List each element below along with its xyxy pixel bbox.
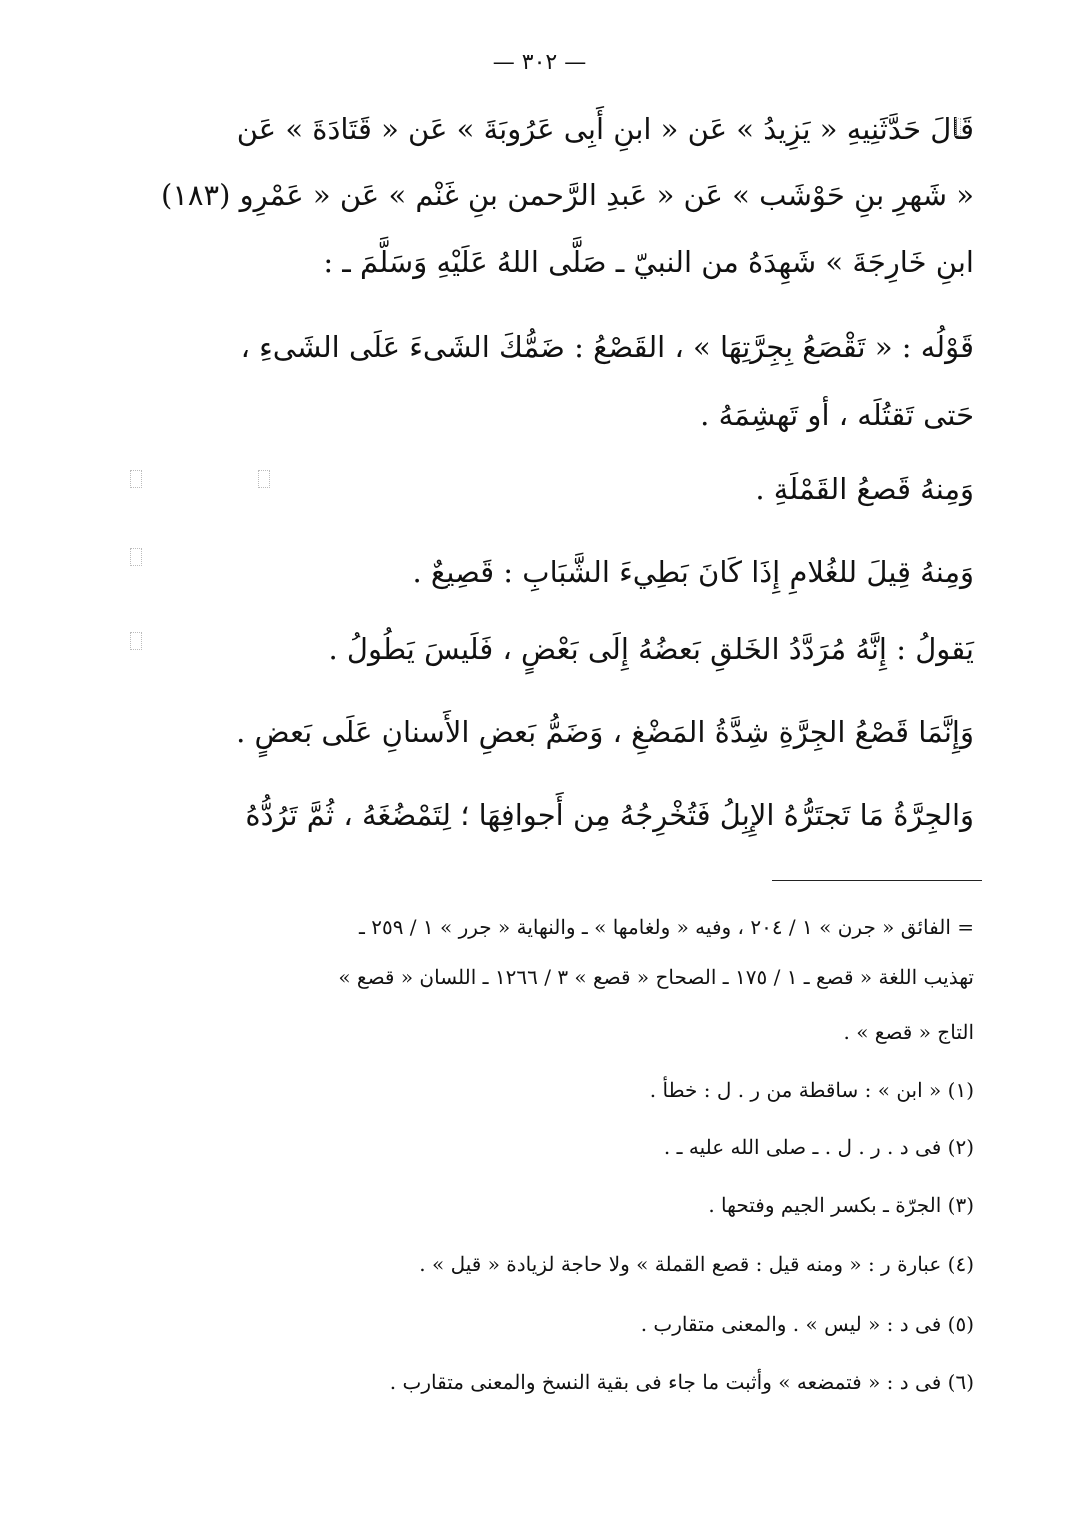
- main-text-line-8: يَقولُ : إِنَّهُ مُرَدَّدُ الخَلقِ بَعضُهُ إِلَى بَعْضٍ ، فَلَيسَ يَطُولُ .: [328, 632, 974, 666]
- main-text-line-4: قَوْلُه : « تَقْصَعُ بِجِرَّتِهَا » ، القَصْعُ : ضَمُّكَ الشَىءَ عَلَى الشَىءِ ،: [240, 330, 974, 364]
- main-text-line-3: ابنِ خَارِجَةَ » شَهِدَهُ من النبيّ ـ صَلَّى اللهُ عَلَيْهِ وَسَلَّمَ ـ :: [323, 245, 974, 279]
- footnote-source-line-3: التاج « قصع » .: [843, 1020, 974, 1044]
- footnote-3: (٣) الجرّة ـ بكسر الجيم وفتحها .: [708, 1193, 974, 1217]
- main-text-line-9: وَإِنَّمَا قَصْعُ الجِرَّةِ شِدَّةُ المَضْغِ ، وَضَمُّ بَعضِ الأَسنانِ عَلَى بَعضٍ .: [236, 715, 974, 749]
- scan-margin-mark: [130, 632, 142, 650]
- footnote-4: (٤) عبارة ر : « ومنه قيل : قصع القملة » ولا حاجة لزيادة « قيل » .: [419, 1252, 974, 1276]
- footnote-divider: [772, 880, 982, 881]
- footnote-2: (٢) فى د . ر . ل . ـ صلى الله عليه ـ .: [663, 1135, 974, 1159]
- footnote-source-line-2: تهذيب اللغة « قصع ـ ١ / ١٧٥ ـ الصحاح « قصع » ٣ / ١٢٦٦ ـ اللسان « قصع »: [338, 965, 974, 989]
- scan-margin-mark: [130, 548, 142, 566]
- main-text-line-7: وَمِنهُ قِيلَ للغُلامِ إِذَا كَانَ بَطِيءَ الشَّبَابِ : قَصِيعٌ .: [412, 555, 974, 589]
- main-text-line-6: وَمِنهُ قَصعُ القَمْلَةِ .: [755, 472, 974, 506]
- main-text-line-10: وَالجِرَّةُ مَا تَجتَرُّهُ الإِبِلُ فَتُخْرِجُهُ مِن أَجوافِهَا ؛ لِتَمْضُغَهُ ، ثُمَّ تَرُدُّهُ: [245, 798, 974, 832]
- main-text-line-2: « شَهرِ بنِ حَوْشَب » عَن « عَبدِ الرَّحمن بنِ غَنْم » عَن « عَمْرِو (١٨٣): [161, 178, 974, 212]
- scan-margin-mark: [258, 470, 270, 488]
- scan-margin-mark: [955, 118, 961, 136]
- footnote-1: (١) « ابن » : ساقطة من ر . ل : خطأ .: [649, 1078, 974, 1102]
- footnote-5: (٥) فى د : « ليس » . والمعنى متقارب .: [640, 1312, 974, 1336]
- main-text-line-5: حَتى تَقتُلَه ، أو تَهشِمَهُ .: [700, 398, 974, 432]
- footnote-source-line-1: = الفائق « جرن » ١ / ٢٠٤ ، وفيه « ولغامها » ـ والنهاية « جرر » ١ / ٢٥٩ ـ: [358, 915, 974, 939]
- main-text-line-1: قَالَ حَدَّثَنِيهِ « يَزِيدُ » عَن « ابنِ أَبِى عَرُوبَةَ » عَن « قَتَادَةَ » عَن: [236, 112, 974, 146]
- scan-margin-mark: [130, 470, 142, 488]
- page-number: — ٣٠٢ —: [492, 50, 587, 75]
- footnote-6: (٦) فى د : « فتمضعه » وأثبت ما جاء فى بقية النسخ والمعنى متقارب .: [389, 1370, 974, 1394]
